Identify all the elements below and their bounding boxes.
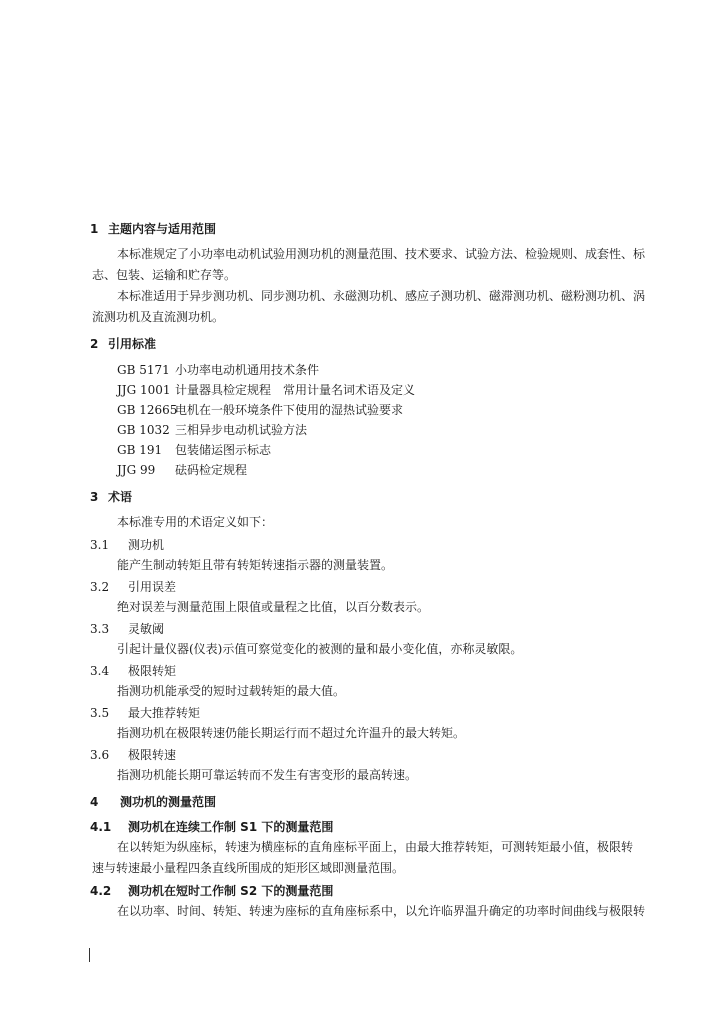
paragraph-line: 速与转速最小量程四条直线所围成的矩形区域即测量范围。 (92, 861, 405, 875)
section-4-heading (90, 795, 216, 809)
term-number: 3.5 (90, 706, 110, 720)
section-1-heading (90, 222, 216, 236)
section-3-heading (90, 490, 132, 504)
margin-mark (89, 948, 90, 962)
reference-item (117, 403, 403, 417)
reference-title: 小功率电动机通用技术条件 (175, 363, 320, 377)
subsection-heading (90, 884, 333, 898)
subsection-heading (90, 820, 333, 834)
paragraph-line: 在以功率、时间、转矩、转速为座标的直角座标系中，以允许临界温升确定的功率时间曲线与极限转 (117, 904, 646, 918)
reference-item (117, 423, 307, 437)
section-title: 术语 (108, 490, 133, 504)
reference-code: GB 191 (117, 443, 163, 457)
term-definition: 能产生制动转矩且带有转矩转速指示器的测量装置。 (117, 558, 394, 572)
reference-title: 电机在一般环境条件下使用的湿热试验要求 (175, 403, 404, 417)
term-definition: 指测功机能长期可靠运转而不发生有害变形的最高转速。 (117, 768, 418, 782)
reference-item (117, 363, 319, 377)
term-heading (90, 706, 200, 720)
section-title: 主题内容与适用范围 (108, 222, 217, 236)
term-number: 3.6 (90, 748, 110, 762)
term-heading (90, 580, 176, 594)
term-number: 3.1 (90, 538, 110, 552)
term-definition: 指测功机能承受的短时过载转矩的最大值。 (117, 684, 346, 698)
subsection-title: 测功机在连续工作制 S1 下的测量范围 (128, 820, 334, 834)
section-title: 测功机的测量范围 (120, 795, 217, 809)
section-2-heading (90, 337, 156, 351)
term-name: 极限转矩 (128, 664, 177, 678)
reference-title: 砝码检定规程 (175, 463, 248, 477)
reference-code: GB 5171 (117, 363, 170, 377)
section-number: 1 (90, 222, 99, 236)
term-heading (90, 664, 176, 678)
reference-code: JJG 99 (117, 463, 156, 477)
reference-title: 计量器具检定规程 常用计量名词术语及定义 (175, 383, 416, 397)
term-heading (90, 622, 164, 636)
term-name: 引用误差 (128, 580, 177, 594)
reference-code: GB 12665 (117, 403, 178, 417)
term-name: 最大推荐转矩 (128, 706, 201, 720)
subsection-title: 测功机在短时工作制 S2 下的测量范围 (128, 884, 334, 898)
term-number: 3.3 (90, 622, 110, 636)
paragraph-line: 本标准规定了小功率电动机试验用测功机的测量范围、技术要求、试验方法、检验规则、成套性、标 (117, 247, 646, 261)
section-number: 2 (90, 337, 99, 351)
subsection-number: 4.1 (90, 820, 112, 834)
reference-code: GB 1032 (117, 423, 170, 437)
paragraph-line: 本标准适用于异步测功机、同步测功机、永磁测功机、感应子测功机、磁滞测功机、磁粉测功机、涡 (117, 289, 646, 303)
reference-item (117, 463, 247, 477)
section-title: 引用标准 (108, 337, 157, 351)
reference-code: JJG 1001 (117, 383, 171, 397)
paragraph-line: 本标准专用的术语定义如下： (117, 515, 274, 529)
term-name: 灵敏阈 (128, 622, 165, 636)
reference-item (117, 443, 271, 457)
term-heading (90, 748, 176, 762)
paragraph-line: 在以转矩为纵座标，转速为横座标的直角座标平面上，由最大推荐转矩，可测转矩最小值，极限转 (117, 840, 634, 854)
section-number: 3 (90, 490, 99, 504)
paragraph-line: 流测功机及直流测功机。 (92, 310, 225, 324)
subsection-number: 4.2 (90, 884, 112, 898)
term-definition: 指测功机在极限转速仍能长期运行而不超过允许温升的最大转矩。 (117, 726, 466, 740)
term-number: 3.4 (90, 664, 110, 678)
section-number: 4 (90, 795, 99, 809)
paragraph-line: 志、包装、运输和贮存等。 (92, 268, 237, 282)
reference-title: 包装储运图示标志 (175, 443, 272, 457)
reference-title: 三相异步电动机试验方法 (175, 423, 308, 437)
term-number: 3.2 (90, 580, 110, 594)
reference-item (117, 383, 415, 397)
term-definition: 绝对误差与测量范围上限值或量程之比值，以百分数表示。 (117, 600, 430, 614)
term-definition: 引起计量仪器(仪表)示值可察觉变化的被测的量和最小变化值，亦称灵敏限。 (117, 642, 523, 656)
term-name: 测功机 (128, 538, 165, 552)
term-heading (90, 538, 164, 552)
term-name: 极限转速 (128, 748, 177, 762)
